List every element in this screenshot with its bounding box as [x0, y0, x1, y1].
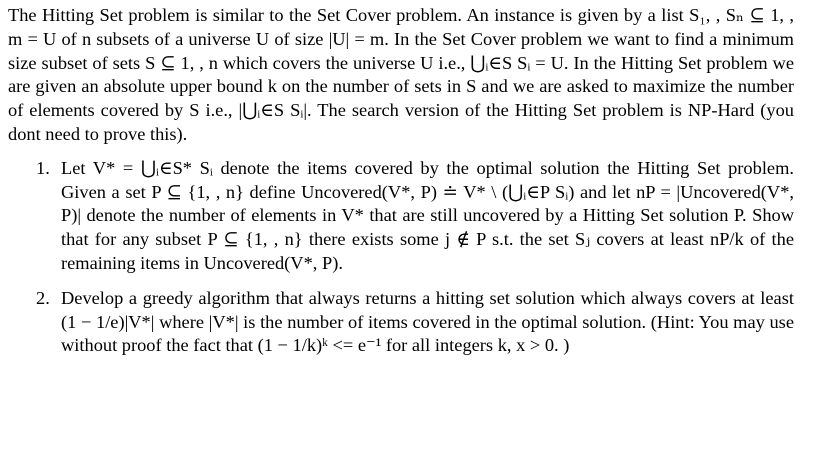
intro-text: The Hitting Set problem is similar to the Set Cover problem. An instance is given by a list S₁, , Sₙ ⊆ 1, , m = U of n subsets of a universe U of size |U| = m. In the Set Cover problem we want to find a minimum size subset of sets S ⊆ 1, , n which covers the universe U i.e., ⋃ᵢ∈S Sᵢ = U. In the Hitting Set problem we are given an absolute upper bound k on the number of sets in S and we are asked to maximize the number of elements covered by S i.e., |⋃ᵢ∈S Sᵢ|. The search version of the Hitting Set problem is NP-Hard (you dont need to prove this). [8, 5, 794, 144]
question-item [8, 287, 794, 358]
question-number: 1. [36, 157, 50, 178]
question-item [8, 157, 794, 276]
question-list [8, 157, 794, 358]
question-number: 2. [36, 287, 50, 308]
document-body [8, 4, 794, 369]
intro-paragraph [8, 4, 794, 147]
question-text: Develop a greedy algorithm that always returns a hitting set solution which always covers at least (1 − 1/e)|V*| where |V*| is the number of items covered in the optimal solution. (Hint: You may use without proof the fact that (1 − 1/k)ᵏ <= e⁻¹ for all integers k, x > 0. ) [61, 287, 794, 356]
question-text: Let V* = ⋃ᵢ∈S* Sᵢ denote the items covered by the optimal solution the Hitting Set problem. Given a set P ⊆ {1, , n} define Uncovered(V*, P) ≐ V* \ (⋃ᵢ∈P Sᵢ) and let nP = |Uncovered(V*, P)| denote the number of elements in V* that are still uncovered by a Hitting Set solution P. Show that for any subset P ⊆ {1, , n} there exists some j ∉ P s.t. the set Sⱼ covers at least nP/k of the remaining items in Uncovered(V*, P). [61, 157, 794, 273]
